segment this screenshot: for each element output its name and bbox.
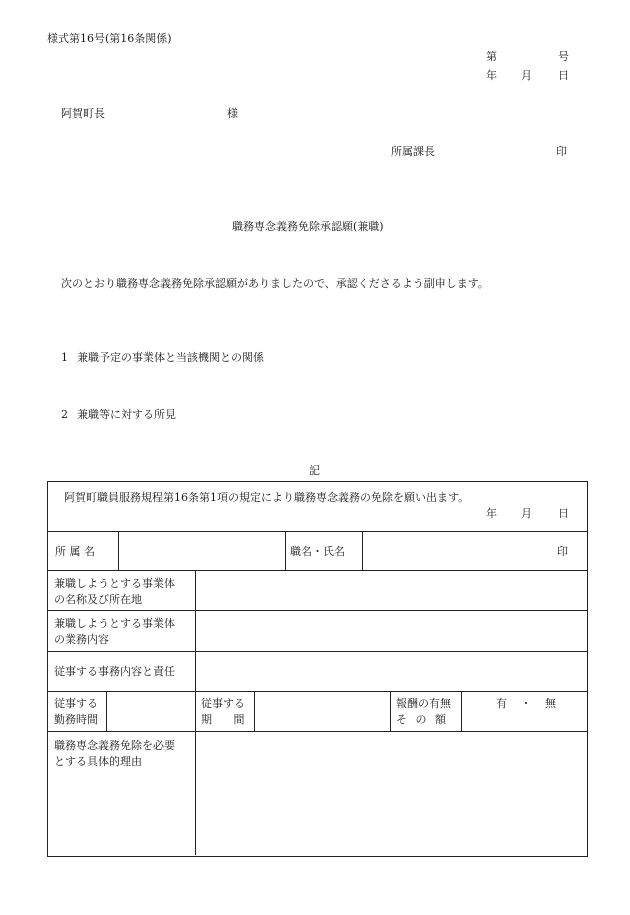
table-date-year: 年 [486, 507, 497, 520]
ki-label: 記 [309, 464, 320, 477]
document-title: 職務専念義務免除承認願(兼職) [232, 220, 384, 233]
row-line [47, 570, 587, 571]
row-line [47, 610, 587, 611]
col-line [118, 531, 119, 570]
entity-business-label-line2: の業務内容 [54, 633, 109, 646]
doc-number-prefix: 第 [486, 50, 497, 63]
header-date-day: 日 [558, 69, 569, 82]
working-hours-label-line2: 勤務時間 [54, 713, 98, 726]
remuneration-choice: 有 ・ 無 [496, 697, 556, 710]
period-label-line1: 従事する [201, 697, 245, 710]
item-2-number: 2 [61, 408, 68, 421]
col-line [285, 531, 286, 570]
remuneration-label-line1: 報酬の有無 [396, 697, 451, 710]
period-label-line2: 期 間 [201, 713, 245, 726]
working-hours-label-line1: 従事する [54, 697, 98, 710]
row-line [47, 651, 587, 652]
col-line [461, 691, 462, 731]
applicant-seal: 印 [557, 545, 568, 558]
row-line [47, 731, 587, 732]
duties-label: 従事する事務内容と責任 [54, 665, 175, 678]
item-2-text: 兼職等に対する所見 [77, 408, 176, 421]
col-line [195, 570, 196, 855]
table-date-day: 日 [558, 507, 569, 520]
affiliation-label: 所 属 名 [55, 545, 95, 558]
item-1-text: 兼職予定の事業体と当該機関との関係 [77, 351, 264, 364]
remuneration-label-line2: そ の 額 [396, 713, 446, 726]
sender-seal: 印 [556, 145, 567, 158]
sender-title: 所属課長 [391, 145, 435, 158]
position-name-label: 職名・氏名 [290, 545, 345, 558]
row-line [47, 691, 587, 692]
table-date-month: 月 [521, 507, 532, 520]
header-date-year: 年 [486, 69, 497, 82]
header-date-month: 月 [521, 69, 532, 82]
addressee-honorific: 様 [227, 107, 238, 120]
reason-label-line2: とする具体的理由 [54, 755, 142, 768]
col-line [362, 531, 363, 570]
request-text: 阿賀町職員服務規程第16条第1項の規定により職務専念義務の免除を願い出ます。 [64, 491, 470, 504]
entity-name-label-line2: の名称及び所在地 [54, 593, 142, 606]
col-line [390, 691, 391, 731]
col-line [106, 691, 107, 731]
addressee-name: 阿賀町長 [61, 107, 105, 120]
row-line [47, 531, 587, 532]
form-number: 様式第16号(第16条関係) [47, 32, 172, 45]
item-1-number: 1 [61, 351, 68, 364]
doc-number-suffix: 号 [558, 50, 569, 63]
entity-name-label-line1: 兼職しようとする事業体 [54, 577, 175, 590]
reason-label-line1: 職務専念義務免除を必要 [54, 739, 175, 752]
intro-text: 次のとおり職務専念義務免除承認願がありましたので、承認くださるよう副申します。 [61, 277, 489, 290]
entity-business-label-line1: 兼職しようとする事業体 [54, 617, 175, 630]
col-line [254, 691, 255, 731]
